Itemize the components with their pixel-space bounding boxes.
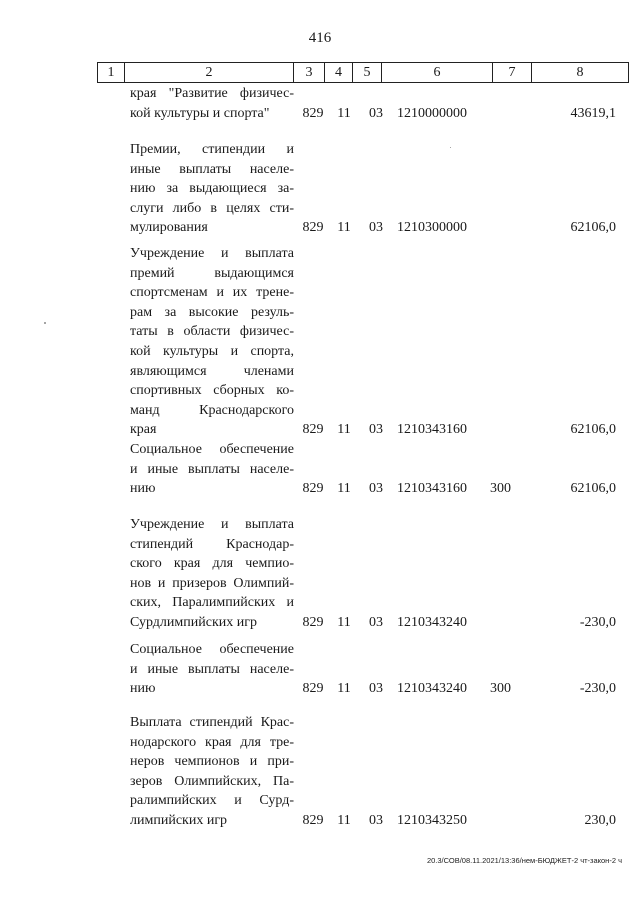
page-number: 416 <box>308 30 332 46</box>
section-code-cell: 11 <box>337 422 351 438</box>
description-line: неров чемпионов и при- <box>130 754 294 770</box>
row-description <box>130 140 294 238</box>
description-line: таты в области физичес- <box>130 324 294 340</box>
amount-cell: 62106,0 <box>570 481 616 497</box>
section-code-cell: 11 <box>337 105 351 121</box>
description-line: ского края для чемпио- <box>130 556 294 572</box>
description-line: Учреждение и выплата <box>130 517 294 532</box>
subsection-code-cell: 03 <box>369 681 383 697</box>
column-header-7: 7 <box>493 63 532 83</box>
column-header-row <box>98 63 629 83</box>
row-description <box>130 440 294 499</box>
description-line: слуги либо в целях сти- <box>130 200 294 216</box>
column-header-3: 3 <box>294 63 325 83</box>
description-line: и иные выплаты населе- <box>130 661 294 677</box>
section-code-cell: 11 <box>337 615 351 630</box>
column-header-8: 8 <box>532 63 629 83</box>
description-line: стипендий Краснодар- <box>130 536 294 552</box>
description-line: ралимпийских и Сурд- <box>130 793 294 809</box>
scan-speck <box>450 147 451 148</box>
scan-speck <box>44 322 46 324</box>
row-description <box>130 244 294 440</box>
budget-row <box>0 640 640 699</box>
description-line: ских, Паралимпийских и <box>130 595 294 611</box>
description-line: Премии, стипендии и <box>130 142 294 157</box>
column-header-5: 5 <box>353 63 382 83</box>
description-line: Выплата стипендий Крас- <box>130 715 294 730</box>
amount-cell: 43619,1 <box>570 105 616 121</box>
description-line: Сурдлимпийских игр <box>130 614 257 630</box>
subsection-code-cell: 03 <box>369 481 383 497</box>
row-description <box>130 84 294 123</box>
budget-row <box>0 515 640 633</box>
admin-code-cell: 829 <box>302 681 324 697</box>
row-description <box>130 713 294 831</box>
description-line: нодарского края для тре- <box>130 734 294 750</box>
subsection-code-cell: 03 <box>369 615 383 630</box>
target-article-cell: 1210343240 <box>397 615 467 630</box>
row-description <box>130 515 294 633</box>
description-line: Социальное обеспечение <box>130 442 294 457</box>
target-article-cell: 1210343160 <box>397 422 467 438</box>
target-article-cell: 1210343160 <box>397 481 467 497</box>
description-line: спортивных сборных ко- <box>130 383 294 399</box>
column-header-6: 6 <box>382 63 493 83</box>
section-code-cell: 11 <box>337 481 351 497</box>
budget-row <box>0 84 640 123</box>
subsection-code-cell: 03 <box>369 813 383 828</box>
description-line: нию <box>130 481 156 497</box>
description-line: нию <box>130 681 156 697</box>
description-line: Социальное обеспечение <box>130 642 294 657</box>
description-line: нию за выдающиеся за- <box>130 181 294 197</box>
column-header-1: 1 <box>98 63 125 83</box>
target-article-cell: 1210300000 <box>397 220 467 236</box>
amount-cell: 62106,0 <box>570 422 616 438</box>
description-line: премий выдающимся <box>130 265 294 281</box>
admin-code-cell: 829 <box>302 615 324 630</box>
description-line: рам за высокие резуль- <box>130 304 294 320</box>
expense-type-cell: 300 <box>490 681 511 697</box>
description-line: являющимся членами <box>130 363 294 379</box>
admin-code-cell: 829 <box>302 813 324 828</box>
description-line: Учреждение и выплата <box>130 246 294 261</box>
description-line: края <box>130 422 157 438</box>
description-line: лимпийских игр <box>130 812 228 828</box>
target-article-cell: 1210343240 <box>397 681 467 697</box>
section-code-cell: 11 <box>337 220 351 236</box>
budget-row <box>0 244 640 440</box>
section-code-cell: 11 <box>337 813 351 828</box>
description-line: спортсменам и их трене- <box>130 285 294 301</box>
subsection-code-cell: 03 <box>369 422 383 438</box>
budget-row <box>0 140 640 238</box>
column-header-table <box>97 62 629 83</box>
amount-cell: -230,0 <box>579 681 616 697</box>
amount-cell: 230,0 <box>584 813 616 828</box>
description-line: края "Развитие физичес- <box>130 86 294 101</box>
description-line: кой культуры и спорта, <box>130 343 294 359</box>
column-header-2: 2 <box>125 63 294 83</box>
admin-code-cell: 829 <box>302 481 324 497</box>
section-code-cell: 11 <box>337 681 351 697</box>
admin-code-cell: 829 <box>302 220 324 236</box>
description-line: кой культуры и спорта" <box>130 105 270 121</box>
column-header-4: 4 <box>325 63 353 83</box>
subsection-code-cell: 03 <box>369 105 383 121</box>
description-line: манд Краснодарского <box>130 402 294 418</box>
description-line: иные выплаты населе- <box>130 161 294 177</box>
target-article-cell: 1210343250 <box>397 813 467 828</box>
document-footer-code: 20.3/СОВ/08.11.2021/13:36/нем-БЮДЖЕТ-2 чт-закон-2 ч <box>426 856 622 865</box>
admin-code-cell: 829 <box>302 105 324 121</box>
expense-type-cell: 300 <box>490 481 511 497</box>
description-line: нов и призеров Олимпий- <box>130 575 294 591</box>
target-article-cell: 1210000000 <box>397 105 467 121</box>
amount-cell: 62106,0 <box>570 220 616 236</box>
description-line: зеров Олимпийских, Па- <box>130 773 294 789</box>
budget-row <box>0 713 640 831</box>
admin-code-cell: 829 <box>302 422 324 438</box>
row-description <box>130 640 294 699</box>
subsection-code-cell: 03 <box>369 220 383 236</box>
description-line: и иные выплаты населе- <box>130 461 294 477</box>
budget-row <box>0 440 640 499</box>
description-line: мулирования <box>130 220 208 236</box>
amount-cell: -230,0 <box>579 615 616 630</box>
